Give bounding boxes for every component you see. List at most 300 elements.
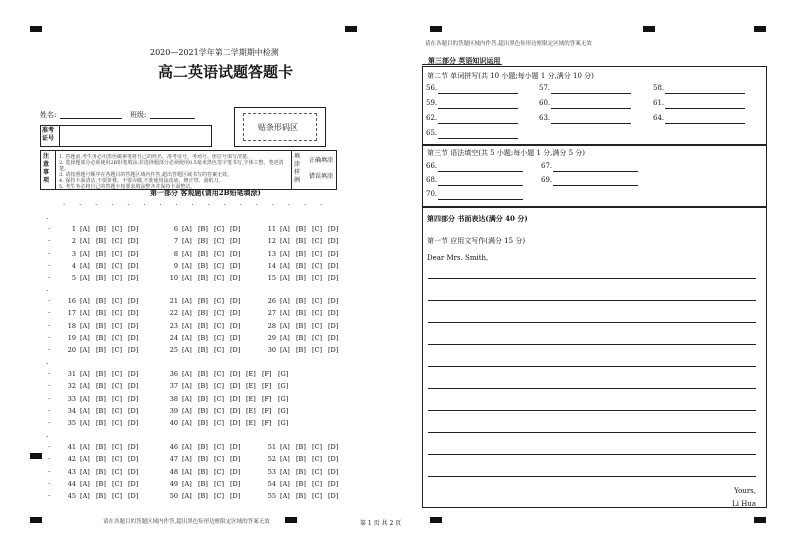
answer-bubble[interactable]: [C] <box>214 237 225 246</box>
answer-bubble[interactable]: [B] <box>96 261 106 270</box>
name-field[interactable] <box>60 118 122 119</box>
answer-bubble[interactable]: [B] <box>198 333 208 342</box>
answer-bubble[interactable]: [F] <box>262 406 272 415</box>
answer-bubble[interactable]: [B] <box>96 333 106 342</box>
answer-bubble[interactable]: [F] <box>262 382 272 391</box>
answer-bubble[interactable]: [D] <box>230 346 241 355</box>
question-row <box>165 407 294 415</box>
answer-bubble[interactable]: [B] <box>296 321 306 330</box>
answer-bubble[interactable]: [A] <box>182 346 192 355</box>
writing-line[interactable] <box>428 344 756 345</box>
answer-bubble[interactable]: [D] <box>230 321 241 330</box>
answer-bubble[interactable]: [A] <box>182 297 192 305</box>
answer-bubble[interactable]: [C] <box>214 394 225 403</box>
answer-bubble[interactable]: [B] <box>296 274 306 283</box>
answer-bubble[interactable]: [C] <box>214 455 225 464</box>
answer-bubble[interactable]: [C] <box>112 346 123 355</box>
answer-bubble[interactable]: [A] <box>280 467 290 476</box>
answer-bubble[interactable]: [D] <box>230 406 241 415</box>
blank-number: 61. <box>653 99 665 107</box>
answer-bubble[interactable]: [A] <box>182 321 192 330</box>
answer-bubble[interactable]: [A] <box>182 406 192 415</box>
blank-number: 60. <box>539 99 551 107</box>
answer-bubble[interactable]: [C] <box>112 225 123 233</box>
answer-bubble[interactable]: [B] <box>96 309 106 318</box>
answer-bubble[interactable]: [D] <box>128 225 139 233</box>
answer-bubble[interactable]: [B] <box>96 479 106 488</box>
answer-bubble[interactable]: [A] <box>280 443 290 451</box>
answer-bubble[interactable]: [D] <box>128 455 139 464</box>
answer-bubble[interactable]: [D] <box>328 261 339 270</box>
question-number: 3 <box>71 249 76 258</box>
answer-bubble[interactable]: [C] <box>112 382 123 391</box>
answer-bubble[interactable]: [C] <box>214 443 225 451</box>
answer-bubble[interactable]: [D] <box>328 479 339 488</box>
writing-line[interactable] <box>428 454 756 455</box>
answer-bubble[interactable]: [D] <box>328 225 339 233</box>
answer-bubble[interactable]: [D] <box>328 237 339 246</box>
answer-bubble[interactable]: [D] <box>230 225 241 233</box>
answer-bubble[interactable]: [D] <box>128 274 139 283</box>
answer-bubble[interactable]: [D] <box>128 261 139 270</box>
answer-bubble[interactable]: [A] <box>80 382 90 391</box>
answer-blank[interactable] <box>438 171 523 172</box>
answer-blank[interactable] <box>438 138 518 139</box>
answer-bubble[interactable]: [A] <box>80 406 90 415</box>
answer-bubble[interactable]: [D] <box>230 479 241 488</box>
answer-bubble[interactable]: [A] <box>80 297 90 305</box>
answer-bubble[interactable]: [B] <box>198 406 208 415</box>
answer-bubble[interactable]: [A] <box>80 479 90 488</box>
answer-bubble[interactable]: [D] <box>328 443 339 451</box>
barcode-area <box>243 113 317 141</box>
answer-bubble[interactable]: [A] <box>80 455 90 464</box>
guide-dot: . <box>48 368 51 376</box>
answer-bubble[interactable]: [C] <box>112 419 123 428</box>
answer-bubble[interactable]: [C] <box>112 249 123 258</box>
writing-line[interactable] <box>428 432 756 433</box>
answer-bubble[interactable]: [B] <box>96 370 106 378</box>
writing-line[interactable] <box>428 410 756 411</box>
answer-bubble[interactable]: [B] <box>296 479 306 488</box>
answer-bubble[interactable]: [A] <box>280 261 290 270</box>
question-number: 9 <box>173 261 178 270</box>
answer-bubble[interactable]: [D] <box>230 333 241 342</box>
answer-bubble[interactable]: [D] <box>230 467 241 476</box>
answer-bubble[interactable]: [C] <box>312 309 323 318</box>
answer-bubble[interactable]: [C] <box>214 261 225 270</box>
answer-bubble[interactable]: [B] <box>198 419 208 428</box>
answer-bubble[interactable]: [D] <box>328 249 339 258</box>
question-row <box>165 274 246 282</box>
answer-bubble[interactable]: [C] <box>312 274 323 283</box>
answer-blank[interactable] <box>551 93 631 94</box>
answer-bubble[interactable]: [D] <box>230 370 241 378</box>
answer-bubble[interactable]: [B] <box>296 261 306 270</box>
answer-blank[interactable] <box>438 93 518 94</box>
answer-bubble[interactable]: [C] <box>214 225 225 233</box>
answer-blank[interactable] <box>665 93 745 94</box>
guide-dot: . <box>46 213 49 221</box>
answer-bubble[interactable]: [E] <box>246 382 256 391</box>
answer-bubble[interactable]: [B] <box>296 249 306 258</box>
answer-bubble[interactable]: [D] <box>328 333 339 342</box>
answer-bubble[interactable]: [D] <box>128 346 139 355</box>
answer-bubble[interactable]: [A] <box>182 394 192 403</box>
answer-bubble[interactable]: [B] <box>198 492 208 501</box>
blank-number: 56. <box>426 84 438 92</box>
answer-bubble[interactable]: [D] <box>128 333 139 342</box>
answer-bubble[interactable]: [D] <box>230 455 241 464</box>
answer-bubble[interactable]: [D] <box>230 394 241 403</box>
answer-bubble[interactable]: [C] <box>112 274 123 283</box>
answer-bubble[interactable]: [B] <box>296 225 306 233</box>
answer-bubble[interactable]: [C] <box>214 274 225 283</box>
answer-blank[interactable] <box>438 185 523 186</box>
answer-bubble[interactable]: [A] <box>280 249 290 258</box>
answer-bubble[interactable]: [D] <box>128 382 139 391</box>
answer-bubble[interactable]: [C] <box>112 394 123 403</box>
answer-bubble[interactable]: [B] <box>96 274 106 283</box>
answer-bubble[interactable]: [C] <box>312 467 323 476</box>
answer-blank[interactable] <box>438 108 518 109</box>
question-row <box>63 395 144 403</box>
answer-bubble[interactable]: [D] <box>128 237 139 246</box>
answer-bubble[interactable]: [B] <box>198 321 208 330</box>
answer-bubble[interactable]: [A] <box>182 479 192 488</box>
answer-bubble[interactable]: [A] <box>280 346 290 355</box>
answer-bubble[interactable]: [C] <box>312 455 323 464</box>
answer-bubble[interactable]: [F] <box>262 394 272 403</box>
writing-line[interactable] <box>428 476 756 477</box>
answer-bubble[interactable]: [C] <box>214 309 225 318</box>
answer-blank[interactable] <box>551 123 631 124</box>
answer-bubble[interactable]: [D] <box>328 321 339 330</box>
blank-number: 66. <box>426 162 438 170</box>
answer-bubble[interactable]: [A] <box>182 333 192 342</box>
answer-bubble[interactable]: [A] <box>280 321 290 330</box>
answer-bubble[interactable]: [B] <box>198 249 208 258</box>
blank-number: 70. <box>426 190 438 198</box>
answer-bubble[interactable]: [D] <box>128 419 139 428</box>
answer-bubble[interactable]: [C] <box>214 249 225 258</box>
answer-bubble[interactable]: [D] <box>230 382 241 391</box>
answer-blank[interactable] <box>551 108 631 109</box>
answer-bubble[interactable]: [D] <box>230 261 241 270</box>
answer-bubble[interactable]: [D] <box>328 297 339 305</box>
question-row <box>263 468 344 476</box>
answer-bubble[interactable]: [C] <box>112 261 123 270</box>
question-row <box>165 492 246 500</box>
answer-bubble[interactable]: [A] <box>80 333 90 342</box>
answer-bubble[interactable]: [B] <box>96 346 106 355</box>
answer-bubble[interactable]: [B] <box>296 333 306 342</box>
writing-line[interactable] <box>428 322 756 323</box>
answer-bubble[interactable]: [F] <box>262 370 272 378</box>
answer-bubble[interactable]: [G] <box>278 406 289 415</box>
answer-bubble[interactable]: [A] <box>80 492 90 501</box>
answer-bubble[interactable]: [A] <box>182 249 192 258</box>
timing-mark <box>643 26 655 32</box>
answer-bubble[interactable]: [A] <box>80 237 90 246</box>
answer-bubble[interactable]: [A] <box>280 309 290 318</box>
answer-bubble[interactable]: [B] <box>198 370 208 378</box>
answer-bubble[interactable]: [C] <box>112 479 123 488</box>
answer-bubble[interactable]: [D] <box>128 309 139 318</box>
answer-bubble[interactable]: [B] <box>296 309 306 318</box>
answer-bubble[interactable]: [D] <box>230 443 241 451</box>
answer-bubble[interactable]: [C] <box>214 370 225 378</box>
answer-bubble[interactable]: [A] <box>182 419 192 428</box>
answer-bubble[interactable]: [D] <box>230 274 241 283</box>
answer-blank[interactable] <box>553 185 638 186</box>
answer-bubble[interactable]: [B] <box>198 382 208 391</box>
answer-bubble[interactable]: [A] <box>182 309 192 318</box>
answer-bubble[interactable]: [B] <box>198 297 208 305</box>
answer-bubble[interactable]: [A] <box>280 297 290 305</box>
answer-bubble[interactable]: [C] <box>112 370 123 378</box>
answer-bubble[interactable]: [C] <box>312 492 323 501</box>
answer-bubble[interactable]: [B] <box>96 492 106 501</box>
answer-bubble[interactable]: [A] <box>80 321 90 330</box>
answer-bubble[interactable]: [D] <box>230 419 241 428</box>
answer-bubble[interactable]: [B] <box>296 455 306 464</box>
answer-bubble[interactable]: [A] <box>182 467 192 476</box>
answer-bubble[interactable]: [D] <box>128 249 139 258</box>
answer-blank[interactable] <box>438 199 523 200</box>
answer-bubble[interactable]: [A] <box>182 237 192 246</box>
answer-bubble[interactable]: [B] <box>198 237 208 246</box>
answer-bubble[interactable]: [A] <box>280 225 290 233</box>
answer-bubble[interactable]: [A] <box>80 225 90 233</box>
answer-bubble[interactable]: [B] <box>198 225 208 233</box>
answer-bubble[interactable]: [C] <box>214 492 225 501</box>
answer-bubble[interactable]: [B] <box>198 261 208 270</box>
answer-bubble[interactable]: [C] <box>312 479 323 488</box>
answer-bubble[interactable]: [B] <box>198 479 208 488</box>
answer-bubble[interactable]: [A] <box>280 237 290 246</box>
answer-bubble[interactable]: [A] <box>182 382 192 391</box>
blank-number: 59. <box>426 99 438 107</box>
writing-line[interactable] <box>428 278 756 279</box>
answer-bubble[interactable]: [B] <box>96 419 106 428</box>
answer-bubble[interactable]: [C] <box>312 225 323 233</box>
answer-bubble[interactable]: [D] <box>230 309 241 318</box>
answer-bubble[interactable]: [C] <box>112 237 123 246</box>
answer-bubble[interactable]: [G] <box>278 370 289 378</box>
question-number: 21 <box>169 297 178 305</box>
answer-bubble[interactable]: [A] <box>182 443 192 451</box>
answer-bubble[interactable]: [D] <box>328 492 339 501</box>
answer-bubble[interactable]: [C] <box>312 297 323 305</box>
writing-line[interactable] <box>428 366 756 367</box>
answer-bubble[interactable]: [D] <box>128 406 139 415</box>
answer-bubble[interactable]: [C] <box>214 406 225 415</box>
question-row <box>63 492 144 500</box>
divider <box>422 64 502 65</box>
answer-bubble[interactable]: [C] <box>112 297 123 305</box>
question-number: 15 <box>267 274 276 283</box>
answer-bubble[interactable]: [B] <box>198 394 208 403</box>
writing-line[interactable] <box>428 300 756 301</box>
answer-bubble[interactable]: [D] <box>128 492 139 501</box>
answer-blank[interactable] <box>553 171 638 172</box>
answer-bubble[interactable]: [A] <box>80 467 90 476</box>
answer-bubble[interactable]: [D] <box>128 321 139 330</box>
answer-bubble[interactable]: [C] <box>214 467 225 476</box>
answer-bubble[interactable]: [C] <box>214 333 225 342</box>
answer-bubble[interactable]: [D] <box>128 370 139 378</box>
question-number: 28 <box>267 321 276 330</box>
answer-bubble[interactable]: [C] <box>312 249 323 258</box>
answer-bubble[interactable]: [C] <box>312 346 323 355</box>
answer-bubble[interactable]: [C] <box>312 237 323 246</box>
answer-bubble[interactable]: [C] <box>214 382 225 391</box>
answer-bubble[interactable]: [C] <box>112 467 123 476</box>
question-row <box>165 419 294 427</box>
answer-bubble[interactable]: [D] <box>328 455 339 464</box>
section3-title: 第三节 语法填空(共 5 小题;每小题 1 分,满分 5 分) <box>427 149 585 157</box>
answer-bubble[interactable]: [B] <box>96 297 106 305</box>
answer-bubble[interactable]: [D] <box>328 274 339 283</box>
answer-bubble[interactable]: [D] <box>128 297 139 305</box>
answer-bubble[interactable]: [D] <box>328 346 339 355</box>
answer-bubble[interactable]: [C] <box>214 419 225 428</box>
answer-bubble[interactable]: [D] <box>328 467 339 476</box>
writing-line[interactable] <box>428 388 756 389</box>
answer-bubble[interactable]: [C] <box>312 443 323 451</box>
answer-bubble[interactable]: [B] <box>296 467 306 476</box>
exam-id-box[interactable] <box>40 125 212 147</box>
answer-blank[interactable] <box>665 108 745 109</box>
answer-bubble[interactable]: [A] <box>80 394 90 403</box>
question-number: 10 <box>169 274 178 283</box>
answer-bubble[interactable]: [D] <box>128 479 139 488</box>
answer-bubble[interactable]: [A] <box>80 443 90 451</box>
answer-bubble[interactable]: [D] <box>230 492 241 501</box>
answer-bubble[interactable]: [C] <box>312 321 323 330</box>
answer-bubble[interactable]: [E] <box>246 394 256 403</box>
answer-bubble[interactable]: [A] <box>182 455 192 464</box>
answer-bubble[interactable]: [C] <box>112 443 123 451</box>
answer-bubble[interactable]: [F] <box>262 419 272 428</box>
answer-blank[interactable] <box>665 123 745 124</box>
question-row <box>63 297 144 305</box>
answer-bubble[interactable]: [C] <box>112 321 123 330</box>
answer-bubble[interactable]: [E] <box>246 419 256 428</box>
barcode-frame <box>234 107 326 147</box>
question-number: 23 <box>169 321 178 330</box>
answer-bubble[interactable]: [A] <box>80 249 90 258</box>
answer-bubble[interactable]: [C] <box>312 333 323 342</box>
answer-bubble[interactable]: [B] <box>96 321 106 330</box>
answer-bubble[interactable]: [E] <box>246 406 256 415</box>
answer-bubble[interactable]: [G] <box>278 394 289 403</box>
answer-bubble[interactable]: [C] <box>112 455 123 464</box>
answer-bubble[interactable]: [C] <box>214 346 225 355</box>
answer-bubble[interactable]: [E] <box>246 370 256 378</box>
answer-bubble[interactable]: [C] <box>312 261 323 270</box>
answer-bubble[interactable]: [B] <box>96 443 106 451</box>
answer-bubble[interactable]: [B] <box>198 274 208 283</box>
answer-bubble[interactable]: [B] <box>198 455 208 464</box>
answer-bubble[interactable]: [B] <box>296 346 306 355</box>
answer-bubble[interactable]: [A] <box>80 309 90 318</box>
answer-bubble[interactable]: [B] <box>198 467 208 476</box>
answer-bubble[interactable]: [C] <box>214 321 225 330</box>
answer-bubble[interactable]: [B] <box>96 237 106 246</box>
answer-bubble[interactable]: [B] <box>96 382 106 391</box>
answer-bubble[interactable]: [B] <box>96 455 106 464</box>
answer-bubble[interactable]: [A] <box>280 333 290 342</box>
question-number: 51 <box>267 443 276 451</box>
answer-bubble[interactable]: [B] <box>96 394 106 403</box>
answer-bubble[interactable]: [B] <box>198 443 208 451</box>
answer-bubble[interactable]: [D] <box>230 237 241 246</box>
class-field[interactable] <box>150 118 195 119</box>
answer-bubble[interactable]: [A] <box>182 492 192 501</box>
answer-bubble[interactable]: [B] <box>96 225 106 233</box>
answer-bubble[interactable]: [B] <box>96 406 106 415</box>
answer-bubble[interactable]: [A] <box>80 419 90 428</box>
answer-bubble[interactable]: [D] <box>328 309 339 318</box>
answer-bubble[interactable]: [B] <box>198 309 208 318</box>
answer-bubble[interactable]: [B] <box>296 443 306 451</box>
answer-bubble[interactable]: [A] <box>182 370 192 378</box>
answer-bubble[interactable]: [A] <box>280 479 290 488</box>
answer-bubble[interactable]: [A] <box>280 492 290 501</box>
answer-bubble[interactable]: [B] <box>96 467 106 476</box>
question-row <box>165 370 294 378</box>
question-row <box>63 419 144 427</box>
answer-bubble[interactable]: [C] <box>112 333 123 342</box>
answer-bubble[interactable]: [D] <box>128 467 139 476</box>
answer-bubble[interactable]: [B] <box>96 249 106 258</box>
answer-bubble[interactable]: [B] <box>296 492 306 501</box>
answer-bubble[interactable]: [A] <box>80 261 90 270</box>
answer-blank[interactable] <box>438 123 518 124</box>
answer-bubble[interactable]: [A] <box>80 370 90 378</box>
answer-bubble[interactable]: [A] <box>80 274 90 283</box>
answer-bubble[interactable]: [C] <box>112 406 123 415</box>
answer-bubble[interactable]: [B] <box>198 346 208 355</box>
answer-bubble[interactable]: [G] <box>278 419 289 428</box>
guide-dot: . <box>48 319 51 328</box>
answer-bubble[interactable]: [D] <box>128 443 139 451</box>
question-number: 27 <box>267 309 276 318</box>
answer-bubble[interactable]: [C] <box>214 479 225 488</box>
answer-bubble[interactable]: [D] <box>230 249 241 258</box>
answer-bubble[interactable]: [C] <box>112 309 123 318</box>
answer-bubble[interactable]: [B] <box>296 237 306 246</box>
answer-bubble[interactable]: [A] <box>280 274 290 283</box>
answer-bubble[interactable]: [C] <box>112 492 123 501</box>
answer-bubble[interactable]: [A] <box>182 261 192 270</box>
answer-bubble[interactable]: [C] <box>214 297 225 305</box>
answer-bubble[interactable]: [D] <box>128 394 139 403</box>
answer-bubble[interactable]: [A] <box>280 455 290 464</box>
answer-bubble[interactable]: [A] <box>80 346 90 355</box>
closing: Yours, <box>734 487 756 495</box>
answer-bubble[interactable]: [A] <box>182 274 192 283</box>
answer-bubble[interactable]: [D] <box>230 297 241 305</box>
question-row <box>263 334 344 342</box>
fill-sample-label: 填涂样例 <box>294 153 301 184</box>
answer-bubble[interactable]: [A] <box>182 225 192 233</box>
answer-bubble[interactable]: [B] <box>296 297 306 305</box>
question-row <box>165 309 246 317</box>
answer-bubble[interactable]: [G] <box>278 382 289 391</box>
